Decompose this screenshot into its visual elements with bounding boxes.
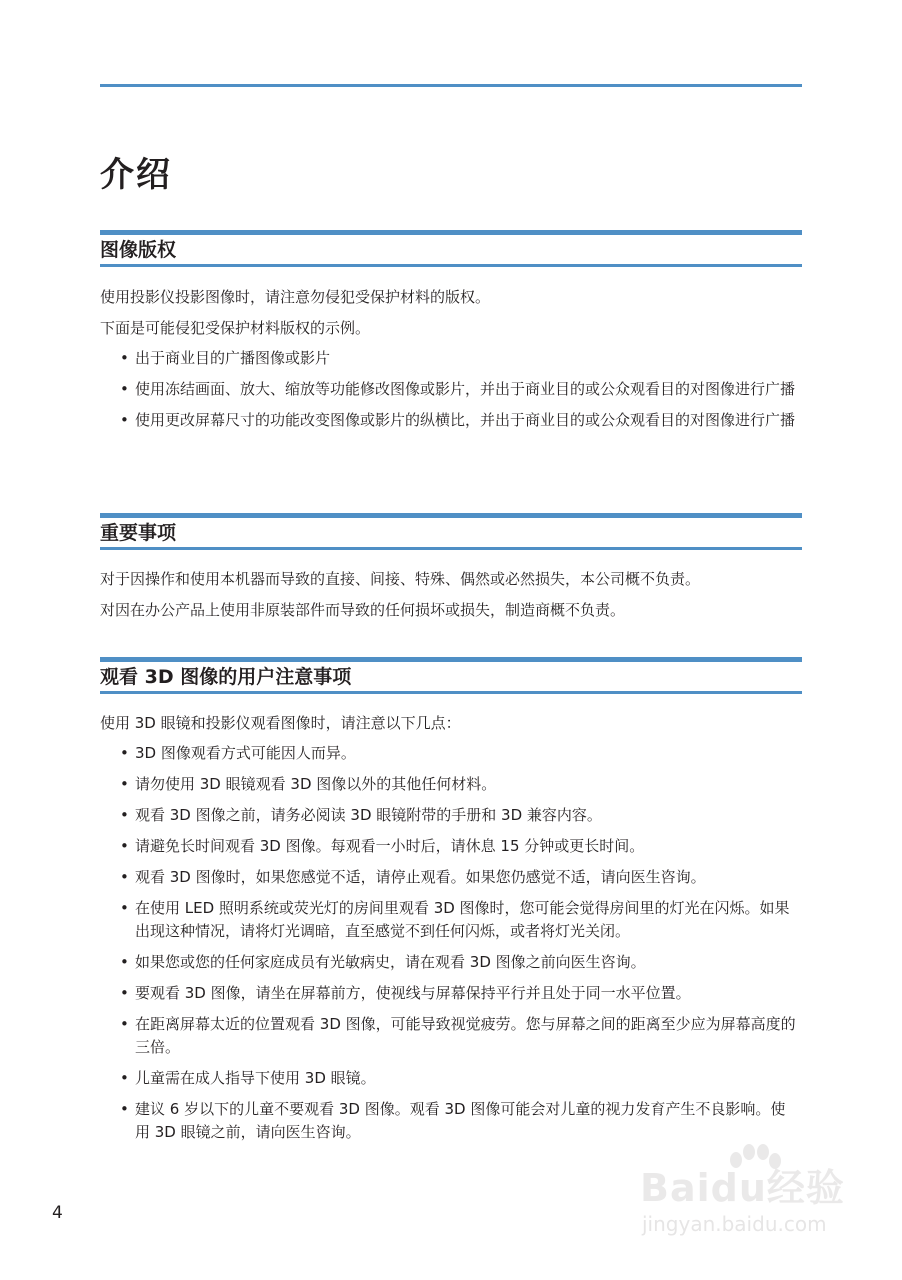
top-rule — [100, 84, 802, 87]
list-item: • 请避免长时间观看 3D 图像。每观看一小时后，请休息 15 分钟或更长时间。 — [100, 835, 802, 858]
watermark — [640, 1138, 850, 1246]
section-heading: 观看 3D 图像的用户注意事项 — [100, 666, 352, 688]
section-heading: 图像版权 — [100, 239, 177, 261]
watermark-brand: Baidu经验 — [640, 1166, 845, 1210]
paragraph: 对因在办公产品上使用非原装部件而导致的任何损坏或损失，制造商概不负责。 — [100, 601, 626, 619]
section-3d-viewing-notes — [100, 657, 802, 1144]
watermark-url: jingyan.baidu.com — [642, 1212, 827, 1236]
list-item: • 3D 图像观看方式可能因人而异。 — [100, 742, 802, 765]
paragraph: 使用投影仪投影图像时，请注意勿侵犯受保护材料的版权。 — [100, 288, 491, 306]
paragraph: 对于因操作和使用本机器而导致的直接、间接、特殊、偶然或必然损失，本公司概不负责。 — [100, 570, 701, 588]
list-item: • 在使用 LED 照明系统或荧光灯的房间里观看 3D 图像时，您可能会觉得房间里的灯光在闪烁。如果出现这种情况，请将灯光调暗，直至感觉不到任何闪烁，或者将灯光关闭。 — [100, 897, 802, 943]
list-item: • 观看 3D 图像之前，请务必阅读 3D 眼镜附带的手册和 3D 兼容内容。 — [100, 804, 802, 827]
section-heading-bar — [100, 657, 802, 694]
list-item: • 要观看 3D 图像，请坐在屏幕前方，使视线与屏幕保持平行并且处于同一水平位置。 — [100, 982, 802, 1005]
section-heading: 重要事项 — [100, 522, 177, 544]
paragraph: 下面是可能侵犯受保护材料版权的示例。 — [100, 319, 371, 337]
list-item: • 儿童需在成人指导下使用 3D 眼镜。 — [100, 1067, 802, 1090]
list-item: • 使用冻结画面、放大、缩放等功能修改图像或影片，并出于商业目的或公众观看目的对图像进行广播 — [100, 378, 802, 401]
list-item: • 如果您或您的任何家庭成员有光敏病史，请在观看 3D 图像之前向医生咨询。 — [100, 951, 802, 974]
page-title: 介绍 — [100, 155, 172, 195]
section-heading-bar — [100, 230, 802, 267]
paragraph: 使用 3D 眼镜和投影仪观看图像时，请注意以下几点： — [100, 714, 461, 732]
section-important-notes — [100, 513, 802, 625]
list-item: • 在距离屏幕太近的位置观看 3D 图像，可能导致视觉疲劳。您与屏幕之间的距离至少应为屏幕高度的三倍。 — [100, 1013, 802, 1059]
page-number: 4 — [52, 1203, 63, 1223]
list-item: • 观看 3D 图像时，如果您感觉不适，请停止观看。如果您仍感觉不适，请向医生咨询。 — [100, 866, 802, 889]
list-item: • 出于商业目的广播图像或影片 — [100, 347, 802, 370]
section-heading-bar — [100, 513, 802, 550]
bullet-list — [100, 742, 802, 1144]
list-item: • 使用更改屏幕尺寸的功能改变图像或影片的纵横比，并出于商业目的或公众观看目的对图像进行广播 — [100, 409, 802, 432]
list-item: • 请勿使用 3D 眼镜观看 3D 图像以外的其他任何材料。 — [100, 773, 802, 796]
bullet-list — [100, 347, 802, 432]
list-item: • 建议 6 岁以下的儿童不要观看 3D 图像。观看 3D 图像可能会对儿童的视力发育产生不良影响。使用 3D 眼镜之前，请向医生咨询。 — [100, 1098, 802, 1144]
section-image-copyright — [100, 230, 802, 432]
